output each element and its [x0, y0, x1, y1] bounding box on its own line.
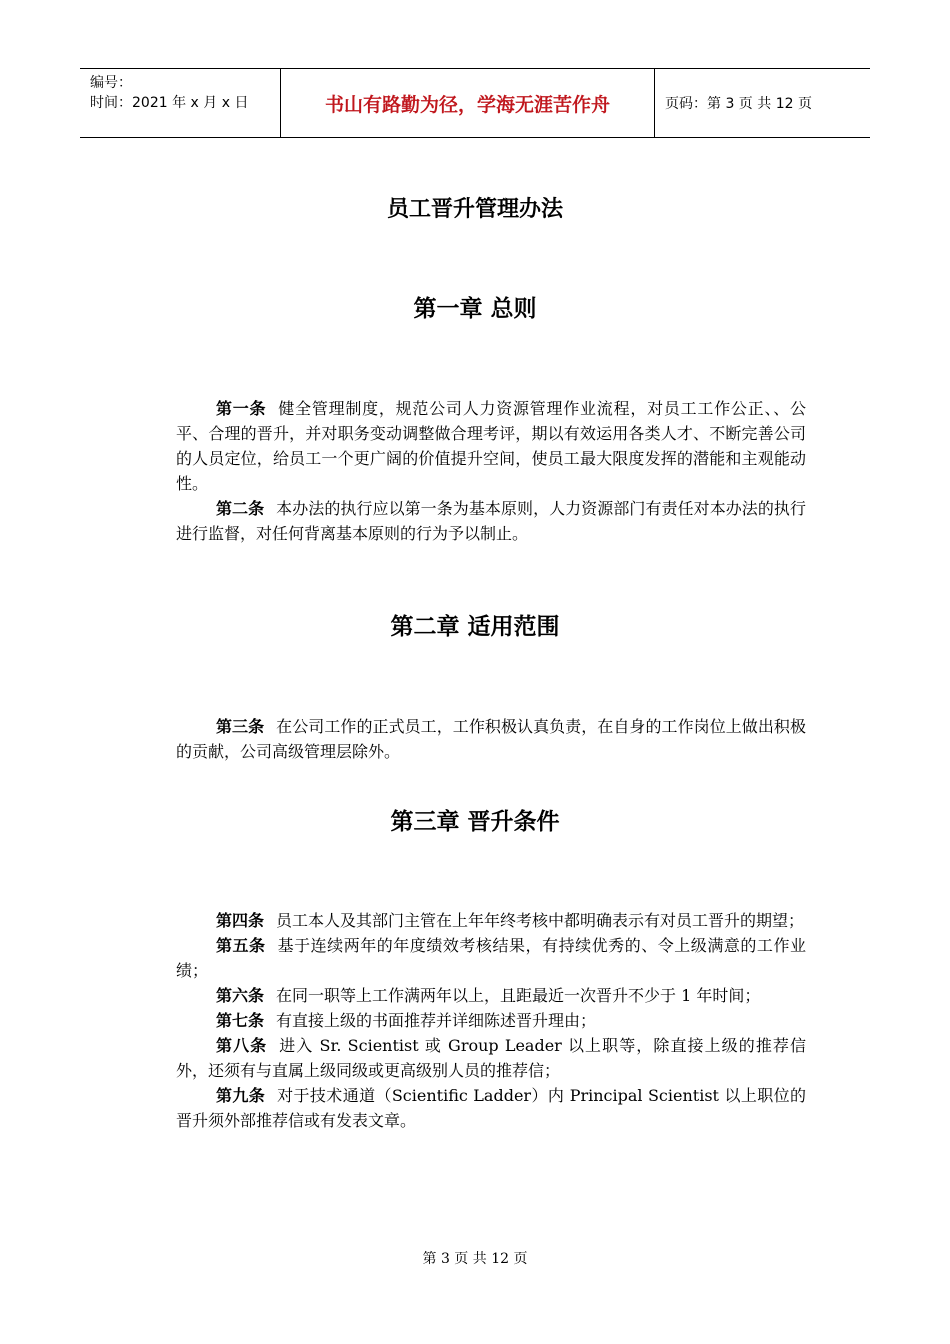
chapter-2-articles [176, 714, 806, 764]
article-label: 第五条 [216, 936, 266, 955]
article-text: 本办法的执行应以第一条为基本原则，人力资源部门有责任对本办法的执行进行监督，对任何背离基本原则的行为予以制止。 [176, 499, 806, 543]
article-text: 员工本人及其部门主管在上年年终考核中都明确表示有对员工晋升的期望； [276, 911, 805, 930]
article [176, 1083, 806, 1133]
page-label: 页码：第 3 页 共 12 页 [665, 96, 812, 112]
article-label: 第六条 [216, 986, 265, 1005]
article-text: 在同一职等上工作满两年以上，且距最近一次晋升不少于 1 年时间； [276, 986, 761, 1005]
article-text: 健全管理制度，规范公司人力资源管理作业流程，对员工工作公正、、公平、合理的晋升，并对职务变动调整做合理考评，期以有效运用各类人才、不断完善公司的人员定位，给员工一个更广阔的价值提升空间，使员工最大限度发挥的潜能和主观能动性。 [176, 399, 806, 493]
article [176, 983, 806, 1008]
article-text: 基于连续两年的年度绩效考核结果，有持续优秀的、令上级满意的工作业绩； [176, 936, 806, 980]
chapter-1-articles [176, 396, 806, 546]
article-label: 第三条 [216, 717, 265, 736]
chapter-title-3: 第三章 晋升条件 [390, 809, 560, 835]
article [176, 396, 806, 496]
number-label: 编号： [90, 75, 132, 91]
article-label: 第四条 [216, 911, 265, 930]
article-label: 第一条 [216, 399, 267, 418]
article [176, 933, 806, 983]
chapter-title-1: 第一章 总则 [413, 296, 537, 322]
article [176, 1033, 806, 1083]
chapter-3-articles [176, 908, 806, 1133]
article [176, 1008, 806, 1033]
article-text: 进入 Sr. Scientist 或 Group Leader 以上职等，除直接上级的推荐信外，还须有与直属上级同级或更高级别人员的推荐信； [176, 1036, 806, 1080]
date-label: 时间：2021 年 x 月 x 日 [90, 95, 249, 111]
article-text: 在公司工作的正式员工，工作积极认真负责，在自身的工作岗位上做出积极的贡献，公司高级管理层除外。 [176, 717, 806, 761]
article [176, 714, 806, 764]
article-label: 第八条 [216, 1036, 268, 1055]
motto: 书山有路勤为径，学海无涯苦作舟 [281, 69, 655, 137]
article [176, 908, 806, 933]
article-label: 第二条 [216, 499, 265, 518]
article-text: 对于技术通道（Scientific Ladder）内 Principal Scientist 以上职位的晋升须外部推荐信或有发表文章。 [176, 1086, 806, 1130]
page-footer: 第 3 页 共 12 页 [422, 1251, 528, 1267]
header-meta-cell [80, 69, 281, 137]
article-label: 第九条 [216, 1086, 266, 1105]
article [176, 496, 806, 546]
chapter-title-2: 第二章 适用范围 [390, 614, 560, 640]
document-title: 员工晋升管理办法 [386, 197, 563, 222]
article-label: 第七条 [216, 1011, 265, 1030]
article-text: 有直接上级的书面推荐并详细陈述晋升理由； [276, 1011, 597, 1030]
header-table [80, 68, 870, 138]
